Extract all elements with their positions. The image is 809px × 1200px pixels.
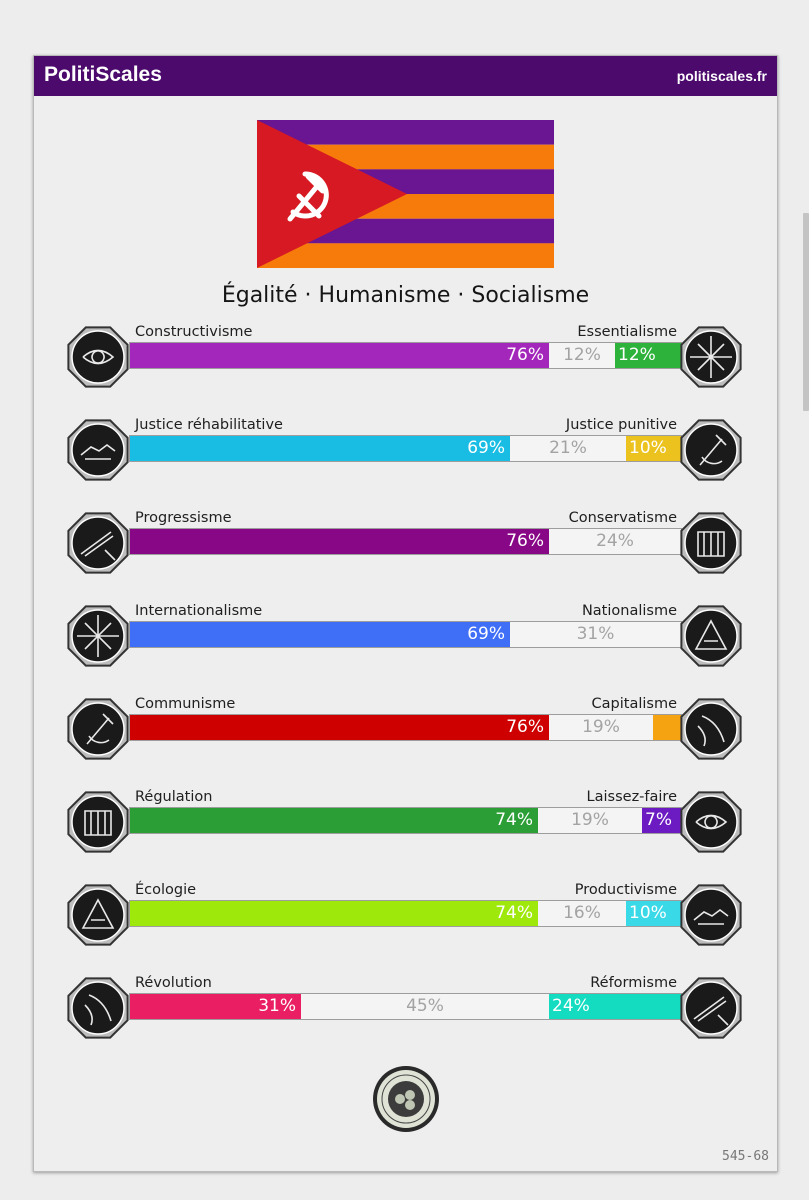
axis-row <box>34 975 777 1055</box>
result-code: 545-68 <box>722 1149 769 1164</box>
axis-left-segment: 31% <box>130 994 301 1019</box>
ideology-tagline: Égalité · Humanisme · Socialisme <box>221 283 590 308</box>
prison-bars-icon <box>678 417 744 483</box>
axis-left-segment: 69% <box>130 436 510 461</box>
axis-left-segment: 76% <box>130 529 549 554</box>
axis-neutral-segment: 31% <box>576 624 615 644</box>
axis-bar <box>129 807 682 834</box>
axis-bar <box>129 993 682 1020</box>
axis-neutral-segment: 16% <box>563 903 601 923</box>
axis-left-segment: 76% <box>130 343 549 368</box>
axis-bar <box>129 621 682 648</box>
axis-neutral-segment: 19% <box>571 810 609 830</box>
axis-bar <box>129 528 682 555</box>
axis-right-segment: 10% <box>626 436 681 461</box>
axis-row <box>34 789 777 869</box>
flag-stripe <box>257 243 554 268</box>
page-scrollbar[interactable] <box>803 213 809 411</box>
axis-left-label: Internationalisme <box>135 603 263 619</box>
axis-left-segment: 76% <box>130 715 549 740</box>
axis-right-segment: 7% <box>642 808 681 833</box>
flag-stripe <box>257 120 554 145</box>
parliament-icon <box>678 975 744 1041</box>
leaf-tree-icon <box>65 882 131 948</box>
axis-right-label: Essentialisme <box>577 324 677 340</box>
axis-left-label: Écologie <box>135 882 197 898</box>
flag-image <box>257 120 554 268</box>
axis-neutral-segment: 45% <box>406 996 444 1016</box>
axis-left-label: Progressisme <box>135 510 232 526</box>
axis-right-label: Laissez-faire <box>586 789 677 805</box>
axis-bar <box>129 900 682 927</box>
axis-right-label: Nationalisme <box>581 603 677 619</box>
axis-neutral-segment: 24% <box>596 531 634 551</box>
eye-icon <box>65 324 131 390</box>
results-card <box>33 55 778 1172</box>
axis-row <box>34 510 777 590</box>
axis-left-label: Révolution <box>135 975 212 991</box>
chrysanthemum-icon <box>678 324 744 390</box>
axis-neutral-segment: 21% <box>549 438 587 458</box>
hammer-sickle-icon <box>65 696 131 762</box>
axis-right-segment <box>653 715 681 740</box>
axis-row <box>34 324 777 404</box>
raised-fist-icon <box>65 975 131 1041</box>
axis-left-label: Régulation <box>135 789 213 805</box>
handshake-icon <box>65 417 131 483</box>
axis-bar <box>129 435 682 462</box>
axis-right-segment: 24% <box>549 994 681 1019</box>
axis-left-label: Communisme <box>135 696 236 712</box>
axis-right-label: Réformisme <box>590 975 677 991</box>
axis-row <box>34 417 777 497</box>
ruler-compass-icon <box>65 789 131 855</box>
torch-hand-icon <box>65 510 131 576</box>
axis-row <box>34 882 777 962</box>
axis-left-segment: 69% <box>130 622 510 647</box>
axis-left-segment: 74% <box>130 808 538 833</box>
butterfly-icon <box>678 789 744 855</box>
site-link[interactable]: politiscales.fr <box>676 68 767 84</box>
brand-title: PolitiScales <box>44 63 162 86</box>
axis-right-segment: 12% <box>615 343 681 368</box>
axis-left-segment: 74% <box>130 901 538 926</box>
axis-bar <box>129 714 682 741</box>
axis-row <box>34 603 777 683</box>
axis-right-label: Justice punitive <box>565 417 677 433</box>
quill-pen-icon <box>678 510 744 576</box>
axis-neutral-segment: 12% <box>563 345 601 365</box>
axis-right-label: Capitalisme <box>591 696 677 712</box>
header-bar <box>34 56 777 96</box>
politiscales-seal-icon <box>372 1065 440 1133</box>
gear-factory-icon <box>678 882 744 948</box>
axis-left-label: Constructivisme <box>135 324 253 340</box>
axis-left-label: Justice réhabilitative <box>135 417 283 433</box>
axis-row <box>34 696 777 776</box>
axis-bar <box>129 342 682 369</box>
globe-laurel-icon <box>65 603 131 669</box>
axis-right-segment: 10% <box>626 901 681 926</box>
axis-right-label: Conservatisme <box>568 510 677 526</box>
axis-right-label: Productivisme <box>574 882 677 898</box>
money-bag-icon <box>678 696 744 762</box>
axis-neutral-segment: 19% <box>582 717 620 737</box>
flag-icon <box>678 603 744 669</box>
